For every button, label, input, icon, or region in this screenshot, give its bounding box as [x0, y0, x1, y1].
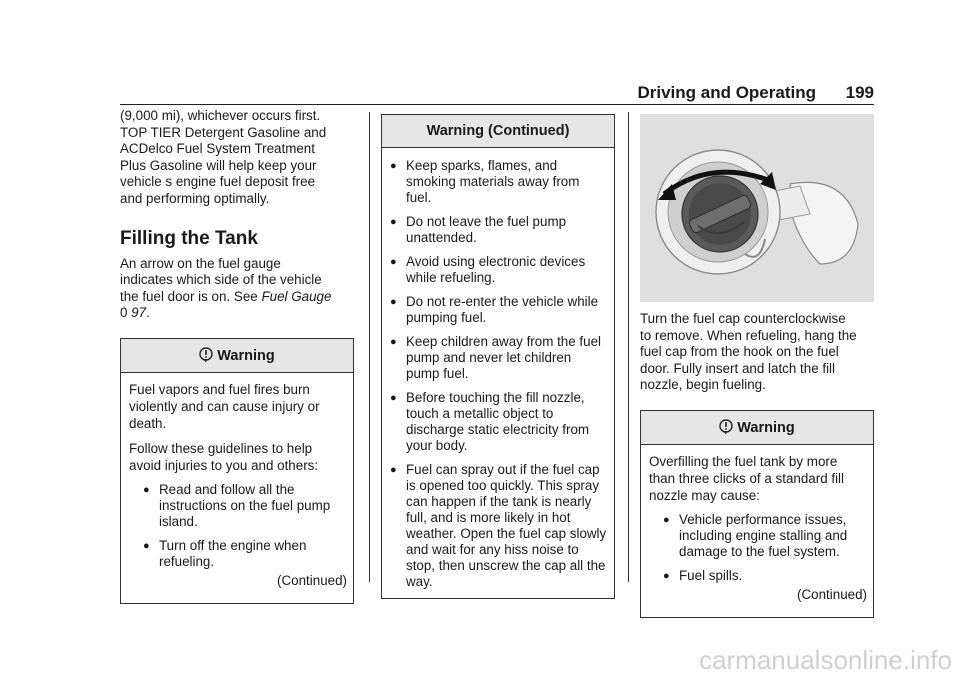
bullet-text: Keep sparks, flames, and smoking materials away from fuel.: [406, 157, 580, 205]
warning-bullet: [390, 390, 608, 454]
text-line: and performing optimally.: [120, 190, 270, 206]
text-line: [120, 305, 356, 322]
text-line: nozzle, begin fueling.: [640, 377, 766, 393]
warning-bullet: [390, 254, 608, 286]
bullet-dot: ●: [390, 295, 397, 308]
text-span: the fuel door is on. See: [120, 288, 262, 304]
warning-bullet: [649, 512, 867, 560]
warning-icon: [199, 347, 213, 363]
text-line: Plus Gasoline will help keep your: [120, 157, 317, 173]
continued-label: (Continued): [277, 572, 347, 588]
warning-bullet: [390, 334, 608, 382]
column-3: [640, 114, 876, 618]
warning-paragraph: Fuel vapors and fuel fires burn violently and can cause injury or death.: [129, 381, 320, 431]
text-line: indicates which side of the vehicle: [120, 272, 322, 288]
bullet-dot: ●: [390, 391, 397, 404]
intro-text: [120, 108, 356, 208]
bullet-text: Fuel spills.: [679, 567, 743, 583]
bullet-text: Do not leave the fuel pump unattended.: [406, 213, 567, 245]
bullet-text: Read and follow all the instructions on the fuel pump island.: [159, 481, 331, 529]
bullet-dot: ●: [390, 215, 397, 228]
text-line: ACDelco Fuel System Treatment: [120, 141, 315, 157]
warning-box: [640, 410, 874, 618]
warning-body: [382, 148, 614, 598]
warning-body: [121, 373, 353, 603]
bullet-text: Vehicle performance issues, including engine stalling and damage to the fuel system.: [679, 511, 848, 559]
warning-paragraph: Follow these guidelines to help avoid injuries to you and others:: [129, 440, 319, 473]
warning-paragraph: Overfilling the fuel tank by more than three clicks of a standard fill nozzle may cause:: [649, 453, 845, 503]
bullet-dot: ●: [390, 463, 397, 476]
continued-label: (Continued): [797, 586, 867, 602]
text-line: Turn the fuel cap counterclockwise: [640, 311, 846, 326]
text-line: fuel cap from the hook on the fuel: [640, 344, 839, 360]
warning-title: Warning: [737, 419, 795, 436]
page-reference-link[interactable]: 97: [131, 305, 147, 321]
column-2: [381, 114, 617, 599]
warning-bullet: [649, 568, 867, 584]
page-number: 199: [845, 83, 874, 102]
bullet-dot: ●: [663, 513, 670, 526]
warning-box-continued: [381, 114, 615, 599]
warning-bullet: [129, 538, 347, 570]
bullet-text: Before touching the fill nozzle, touch a metallic object to discharge static electricity from your body.: [406, 389, 590, 453]
text-line: vehicle s engine fuel deposit free: [120, 174, 316, 190]
warning-header: [641, 411, 873, 445]
column-divider: [628, 112, 629, 582]
bullet-dot: ●: [390, 159, 397, 172]
warning-bullet: [390, 462, 608, 590]
text-span: .: [146, 305, 150, 321]
warning-icon: [719, 419, 733, 435]
warning-body: [641, 445, 873, 617]
warning-box: [120, 338, 354, 604]
warning-title: Warning: [217, 347, 275, 364]
text-line: [120, 289, 356, 306]
bullet-text: Turn off the engine when refueling.: [159, 537, 307, 569]
watermark: carmanualsonline.info: [699, 645, 952, 675]
body-text: [120, 256, 356, 322]
bullet-dot: ●: [663, 569, 670, 582]
warning-bullet: [390, 294, 608, 326]
text-line: door. Fully insert and latch the fill: [640, 360, 836, 376]
fuel-cap-drawing: [640, 114, 874, 302]
bullet-dot: ●: [390, 335, 397, 348]
bullet-text: Do not re-enter the vehicle while pumping fuel.: [406, 293, 599, 325]
bullet-text: Keep children away from the fuel pump and never let children pump fuel.: [406, 333, 602, 381]
figure-caption: [640, 311, 876, 394]
section-title: Driving and Operating: [637, 83, 816, 102]
section-heading: Filling the Tank: [120, 227, 258, 249]
header-rule: [120, 104, 874, 105]
bullet-dot: ●: [143, 539, 150, 552]
text-line: An arrow on the fuel gauge: [120, 255, 281, 271]
column-divider: [369, 112, 370, 582]
page-header: [120, 83, 874, 103]
bullet-dot: ●: [143, 483, 150, 496]
fuel-cap-illustration: [640, 114, 874, 302]
page-ref-prefix: 0: [120, 305, 132, 321]
bullet-text: Fuel can spray out if the fuel cap is opened too quickly. This spray can happen if the tank is nearly full, and is more likely in hot weather. Open the fuel cap slowly and wait for any hiss noise to stop, then unscrew the cap all the way.: [406, 461, 607, 589]
cross-reference-link[interactable]: Fuel Gauge: [261, 288, 332, 304]
bullet-text: Avoid using electronic devices while refueling.: [406, 253, 586, 285]
warning-bullet: [390, 158, 608, 206]
warning-header: Warning (Continued): [382, 115, 614, 148]
warning-header: [121, 339, 353, 373]
warning-bullet: [390, 214, 608, 246]
column-1: [120, 108, 356, 604]
text-line: TOP TIER Detergent Gasoline and: [120, 124, 327, 140]
text-line: (9,000 mi), whichever occurs first.: [120, 108, 321, 123]
warning-bullet: [129, 482, 347, 530]
text-line: to remove. When refueling, hang the: [640, 327, 857, 343]
bullet-dot: ●: [390, 255, 397, 268]
